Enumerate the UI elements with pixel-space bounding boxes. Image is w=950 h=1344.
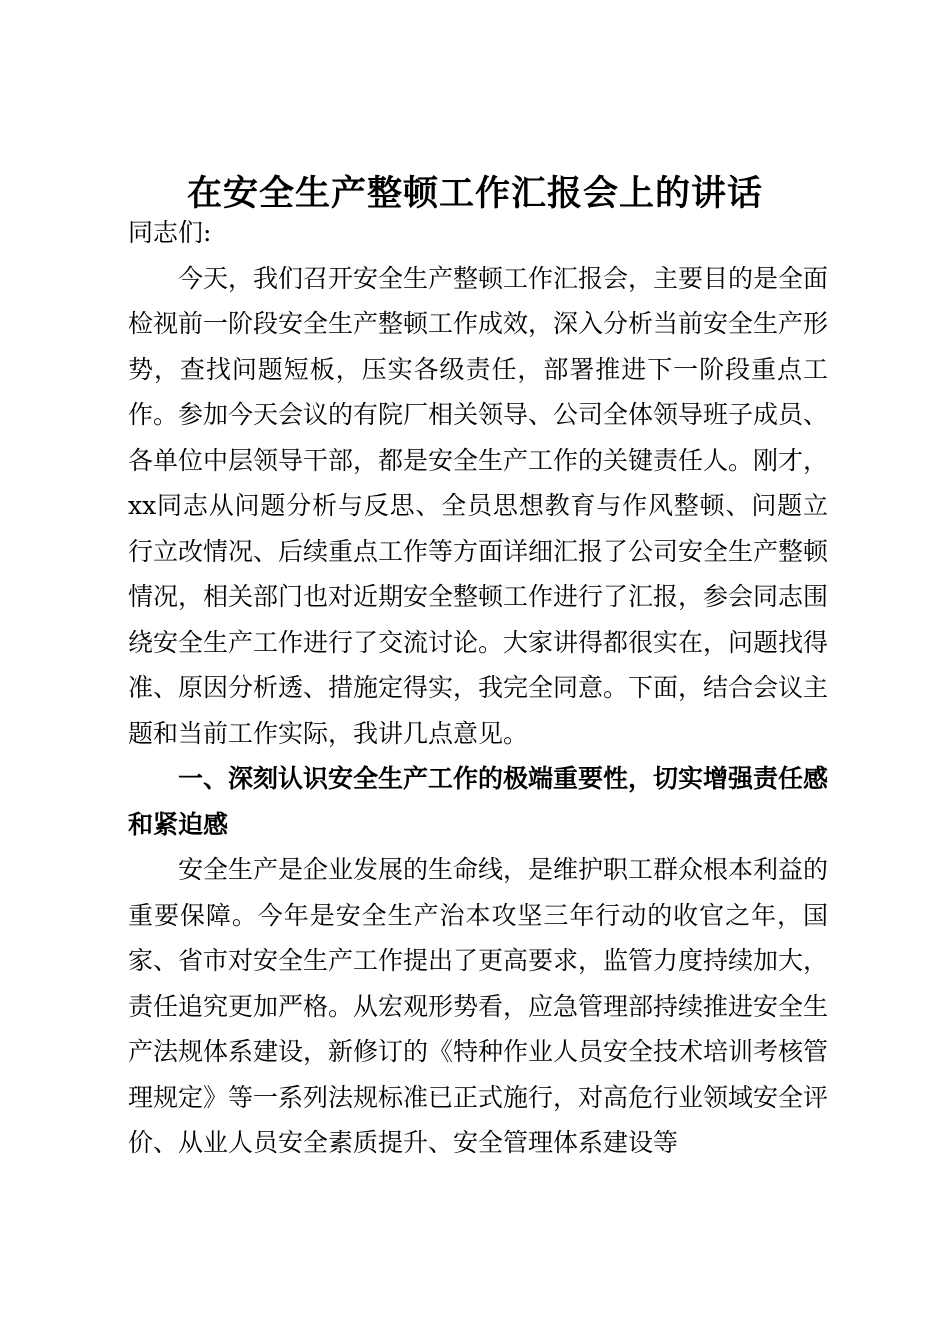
opening-paragraph: 今天，我们召开安全生产整顿工作汇报会，主要目的是全面检视前一阶段安全生产整顿工作成效，深入分析当前安全生产形势，查找问题短板，压实各级责任，部署推进下一阶段重点工作。参加今天会议的有院厂相关领导、公司全体领导班子成员、各单位中层领导干部，都是安全生产工作的关键责任人。刚才，xx同志从问题分析与反思、全员思想教育与作风整顿、问题立行立改情况、后续重点工作等方面详细汇报了公司安全生产整顿情况，相关部门也对近期安全整顿工作进行了汇报，参会同志围绕安全生产工作进行了交流讨论。大家讲得都很实在，问题找得准、原因分析透、措施定得实，我完全同意。下面，结合会议主题和当前工作实际，我讲几点意见。: [128, 263, 829, 748]
section-heading-1: 一、深刻认识安全生产工作的极端重要性，切实增强责任感和紧迫感: [128, 764, 829, 839]
salutation: 同志们:: [128, 218, 212, 247]
document-body: [128, 210, 828, 1166]
document-title: 在安全生产整顿工作汇报会上的讲话: [186, 173, 763, 214]
section-1-paragraph: 安全生产是企业发展的生命线，是维护职工群众根本利益的重要保障。今年是安全生产治本攻坚三年行动的收官之年，国家、省市对安全生产工作提出了更高要求，监管力度持续加大，责任追究更加严格。从宏观形势看，应急管理部持续推进安全生产法规体系建设，新修订的《特种作业人员安全技术培训考核管理规定》等一系列法规标准已正式施行，对高危行业领域安全评价、从业人员安全素质提升、安全管理体系建设等: [128, 855, 829, 1157]
